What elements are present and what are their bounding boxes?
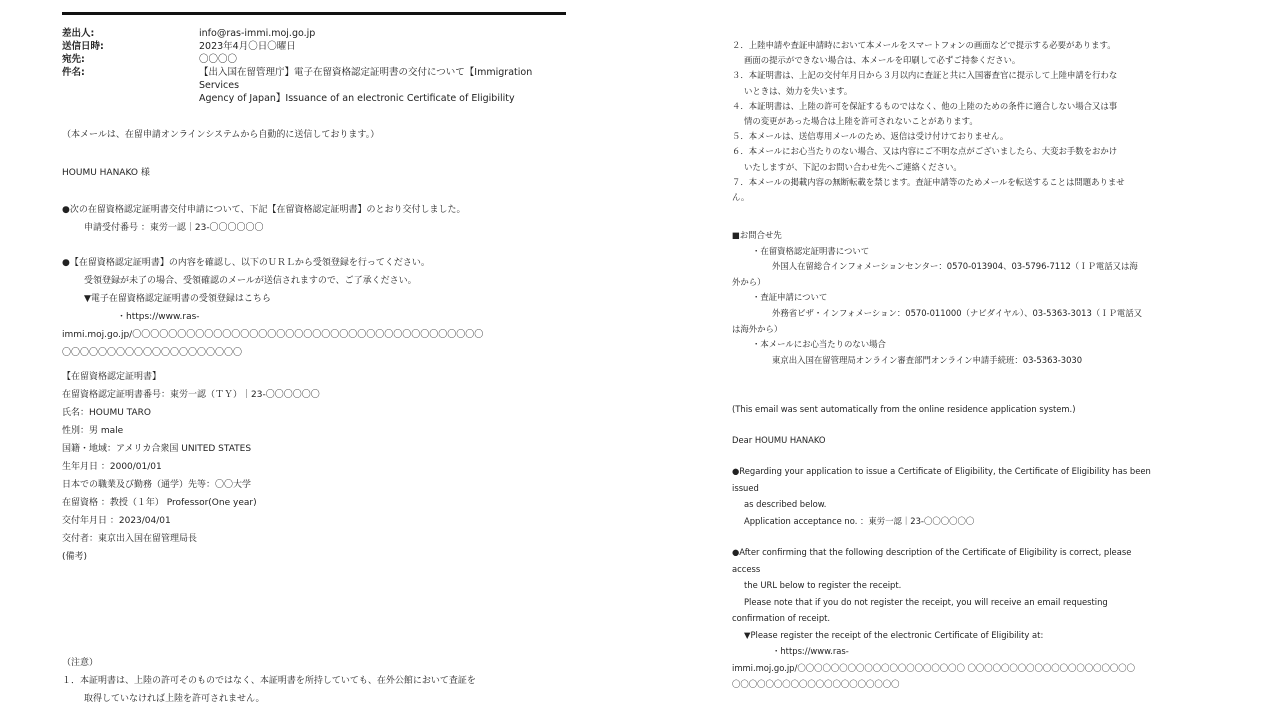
contact-1-line-2: 外から）	[732, 276, 766, 287]
contact-3-title: ・本メールにお心当たりのない場合	[752, 339, 886, 350]
en-confirm-line-1: ●After confirming that the following description of the Certificate of Eligibility is correct, please	[732, 547, 1132, 557]
certificate-details	[62, 368, 320, 566]
cert-status: 在留資格 ：教授（１年） Professor(One year)	[62, 498, 257, 508]
notes-section	[62, 654, 476, 708]
register-url-3[interactable]: 〇〇〇〇〇〇〇〇〇〇〇〇〇〇〇〇〇〇〇〇	[62, 348, 243, 358]
note-2-line-2: 画面の提示ができない場合は、本メールを印刷して必ずご持参ください。	[744, 55, 1021, 66]
note-3-line-2: いときは、効力を失います。	[744, 85, 853, 96]
contact-section	[732, 228, 1142, 368]
email-page-left	[0, 0, 620, 720]
confirm-section	[62, 254, 483, 362]
cert-employer: 日本での職業及び勤務（通学）先等：〇〇大学	[62, 480, 252, 490]
contact-heading: ■お問合せ先	[732, 230, 782, 240]
cert-name: 氏名：HOUMU TARO	[62, 408, 151, 418]
note-1-line-1: １．本証明書は、上陸の許可そのものではなく、本証明書を所持していても、在外公館において査証を	[62, 676, 476, 686]
contact-3-line-1: 東京出入国在留管理局オンライン審査部門オンライン申請手続班：03-5363-3030	[772, 354, 1083, 365]
en-issued-section	[732, 463, 1151, 529]
note-6-line-2: いたしますが、下記のお問い合わせ先へご連絡ください。	[744, 161, 962, 172]
from-value[interactable]: info@ras-immi.moj.go.jp	[199, 28, 316, 39]
en-url-3[interactable]: 〇〇〇〇〇〇〇〇〇〇〇〇〇〇〇〇〇〇〇〇	[732, 679, 900, 689]
header-rule	[62, 12, 566, 15]
en-confirm-section	[732, 544, 1135, 693]
en-confirm-line-3: the URL below to register the receipt.	[744, 580, 902, 590]
note-6-line-1: ６．本メールにお心当たりのない場合、又は内容にご不明な点がございましたら、大変お手数をおかけ	[732, 146, 1118, 157]
en-issued-line-3: as described below.	[744, 499, 827, 509]
notes-continued	[732, 38, 1125, 205]
contact-2-title: ・査証申請について	[752, 292, 828, 303]
issued-section	[62, 201, 466, 237]
confirm-line: ●【在留資格認定証明書】の内容を確認し、以下のＵＲＬから受領登録を行ってください。	[62, 258, 430, 268]
cert-heading: 【在留資格認定証明書】	[62, 372, 162, 382]
register-url-1[interactable]: ・https://www.ras-	[117, 312, 200, 322]
receipt-number: 申請受付番号 ：東労一認｜23-〇〇〇〇〇〇	[84, 223, 264, 233]
en-confirm-line-2: access	[732, 563, 761, 574]
en-confirm-line-5: confirmation of receipt.	[732, 613, 831, 623]
note-7-line-1: ７．本メールの掲載内容の無断転載を禁じます。査証申請等のためメールを転送することは問題ありませ	[732, 176, 1125, 187]
note-1-line-2: 取得していなければ上陸を許可されません。	[84, 694, 265, 704]
auto-notice: （本メールは、在留申請オンラインシステムから自動的に送信しております。）	[62, 130, 380, 140]
issued-line: ●次の在留資格認定証明書交付申請について、下記【在留資格認定証明書】のとおり交付しました。	[62, 205, 466, 215]
en-url-2[interactable]: immi.moj.go.jp/〇〇〇〇〇〇〇〇〇〇〇〇〇〇〇〇〇〇〇〇 〇〇〇〇〇〇〇〇〇〇〇〇〇〇〇〇〇〇〇〇	[732, 662, 1135, 673]
email-header	[62, 27, 572, 105]
email-page-right	[640, 0, 1280, 720]
cert-issue-date: 交付年月日 ：2023/04/01	[62, 516, 171, 526]
en-receipt-number: Application acceptance no. ：東労一認｜23-〇〇〇〇〇〇	[744, 515, 975, 526]
cert-gender: 性別：男 male	[62, 426, 124, 436]
en-url-1[interactable]: ・https://www.ras-	[772, 646, 849, 656]
cert-dob: 生年月日 ：2000/01/01	[62, 462, 162, 472]
contact-1-title: ・在留資格認定証明書について	[752, 245, 870, 256]
en-issued-line-2: issued	[732, 482, 759, 493]
cert-issuer: 交付者：東京出入国在留管理局長	[62, 534, 198, 544]
en-confirm-line-4: Please note that if you do not register the receipt, you will receive an email requesting	[744, 596, 1108, 607]
cert-nationality: 国籍・地域：アメリカ合衆国 UNITED STATES	[62, 444, 252, 454]
to-label: 宛先:	[62, 54, 85, 65]
note-5: ５．本メールは、送信専用メールのため、返信は受け付けておりません。	[732, 131, 1009, 142]
cert-remarks: (備考)	[62, 552, 88, 562]
register-here: ▼電子在留資格認定証明書の受領登録はこちら	[84, 294, 271, 304]
sent-value: 2023年4月〇日〇曜日	[199, 41, 296, 52]
contact-1-line-1: 外国人在留総合インフォメーションセンター：0570-013904、03-5796-7112（ＩＰ電話又は海	[772, 261, 1138, 272]
notes-heading: （注意）	[62, 658, 99, 668]
note-7-line-2: ん。	[732, 192, 750, 203]
en-auto-notice: (This email was sent automatically from the online residence application system.)	[732, 404, 1076, 414]
contact-2-line-1: 外務省ビザ・インフォメーション：0570-011000（ナビダイヤル）、03-5363-3013（ＩＰ電話又	[772, 307, 1143, 318]
sent-label: 送信日時:	[62, 41, 104, 52]
note-4-line-1: ４．本証明書は、上陸の許可を保証するものではなく、他の上陸のための条件に適合しない場合又は事	[732, 100, 1118, 111]
en-greeting: Dear HOUMU HANAKO	[732, 435, 826, 445]
en-register-line: ▼Please register the receipt of the electronic Certificate of Eligibility at:	[744, 629, 1044, 640]
subject-value	[199, 66, 572, 105]
note-2-line-1: ２．上陸申請や査証申請時において本メールをスマートフォンの画面などで提示する必要があります。	[732, 40, 1116, 50]
en-issued-line-1: ●Regarding your application to issue a Certificate of Eligibility, the Certificate of Eligibility has been	[732, 466, 1151, 476]
from-label: 差出人:	[62, 28, 95, 39]
note-4-line-2: 情の変更があった場合は上陸を許可されないことがあります。	[744, 116, 978, 127]
to-value: 〇〇〇〇	[199, 54, 238, 65]
contact-2-line-2: は海外から）	[732, 323, 783, 334]
cert-number: 在留資格認定証明書番号：東労一認（ＴＹ）｜23-〇〇〇〇〇〇	[62, 390, 320, 400]
register-url-2[interactable]: immi.moj.go.jp/〇〇〇〇〇〇〇〇〇〇〇〇〇〇〇〇〇〇〇〇〇〇〇〇〇〇〇〇〇〇〇〇〇〇〇〇〇〇〇	[62, 330, 484, 340]
subject-line-2: Agency of Japan】Issuance of an electronic Certificate of Eligibility	[199, 93, 515, 104]
greeting: HOUMU HANAKO 様	[62, 168, 150, 178]
subject-line-1: 【出入国在留管理庁】電子在留資格認定証明書の交付について【Immigration Services	[199, 67, 533, 91]
note-3-line-1: ３．本証明書は、上記の交付年月日から３月以内に査証と共に入国審査官に提示して上陸申請を行わな	[732, 70, 1118, 81]
confirm-note: 受領登録が未了の場合、受領確認のメールが送信されますので、ご了承ください。	[84, 276, 417, 286]
subject-label: 件名:	[62, 67, 85, 78]
